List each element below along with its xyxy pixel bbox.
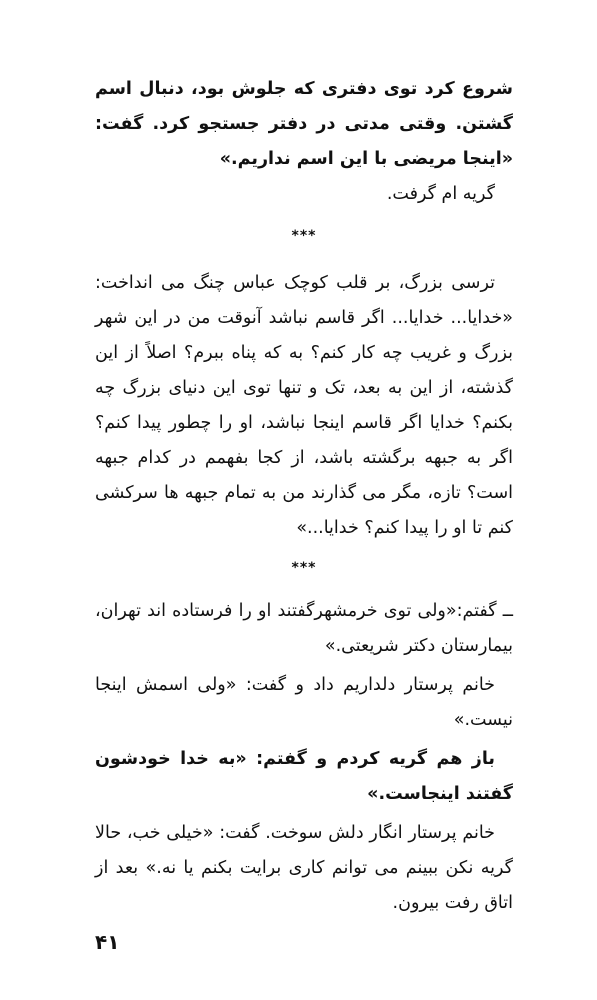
- paragraph-5: خانم پرستار دلداریم داد و گفت: «ولی اسمش اینجا نیست.»: [95, 675, 513, 730]
- section-separator-2: ***: [291, 560, 317, 576]
- page-body-text: [95, 72, 513, 921]
- paragraph-4: ــ گفتم:«ولی توی خرمشهرگفتند او را فرستاده اند تهران، بیمارستان دکتر شریعتی.»: [95, 601, 513, 656]
- paragraph-2: گریه ام گرفت.: [386, 184, 495, 204]
- paragraph-7: خانم پرستار انگار دلش سوخت. گفت: «خیلی خب، حالا گریه نکن ببینم می توانم کاری برایت بکنم یا نه.» بعد از اتاق رفت بیرون.: [95, 823, 513, 913]
- paragraph-3: ترسی بزرگ، بر قلب کوچک عباس چنگ می انداخت: «خدایا... خدایا... اگر قاسم نباشد آنوقت من در این شهر بزرگ و غریب چه کار کنم؟ به که پناه ببرم؟ اصلاً از این گذشته، از این به بعد، تک و تنها توی این دنیای بزرگ چه بکنم؟ خدایا اگر قاسم اینجا نباشد، او را چطور پیدا کنم؟ اگر به جبهه برگشته باشد، از کجا بفهمم در کدام جبهه است؟ تازه، مگر می گذارند من به تمام جبهه ها سرکشی کنم تا او را پیدا کنم؟ خدایا...»: [95, 273, 513, 538]
- paragraph-1: شروع کرد توی دفتری که جلوش بود، دنبال اسم گشتن. وقتی مدتی در دفتر جستجو کرد. گفت: «اینجا مریضی با این اسم نداریم.»: [95, 79, 513, 169]
- paragraph-6: باز هم گریه کردم و گفتم: «به خدا خودشون گفتند اینجاست.»: [95, 749, 513, 804]
- section-separator-1: ***: [291, 228, 317, 244]
- page-number: ۴۱: [95, 930, 120, 954]
